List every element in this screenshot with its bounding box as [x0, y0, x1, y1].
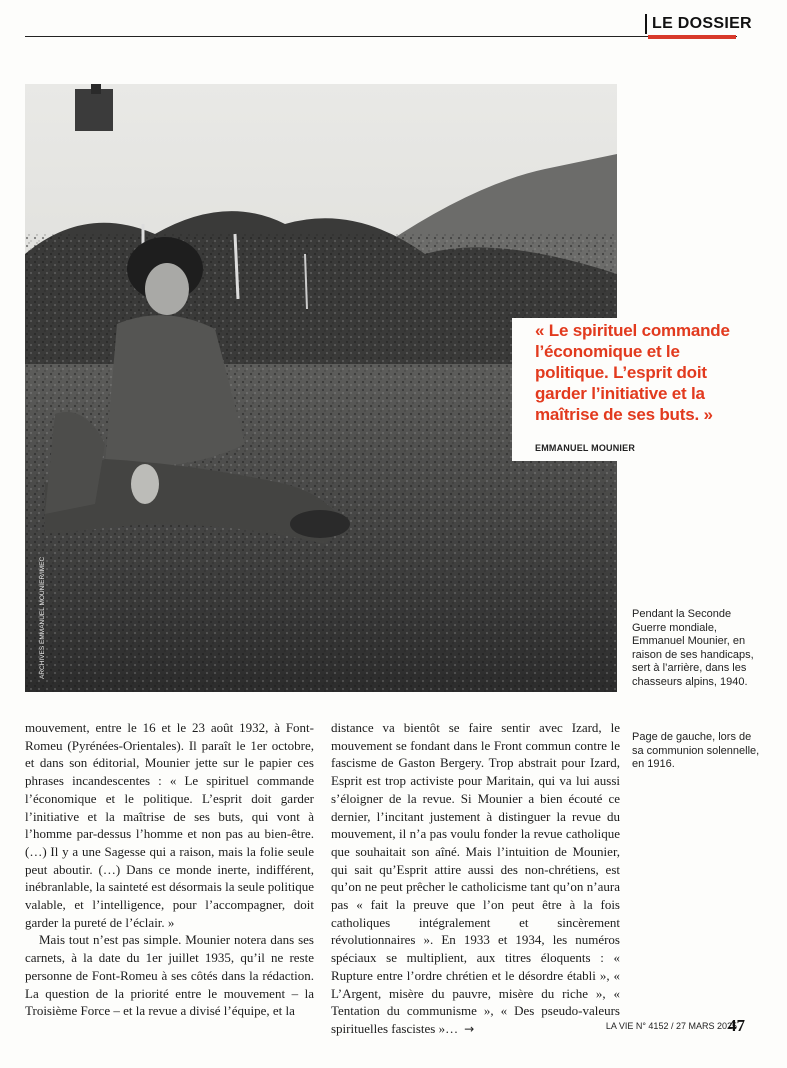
body-paragraph: mouvement, entre le 16 et le 23 août 1932, à Font-Romeu (Pyrénées-Orientales). Il paraît le 1er octobre, et dans son éditorial, Mounier jette sur le papier ces phrases incandescentes : « Le spirituel commande l’économique et le politique. L’esprit doit garder l’initiative et la maîtrise de ses buts, qui vont à l’homme par-dessus l’homme et non pas au bien-être. (…) Il y a une Sagesse qui a raison, mais la folie seule peut aboutir. (…) Dans ce monde inerte, indifférent, inébranlable, la sainteté est désormais la seule politique valable, et l’intelligence, pour l’accompagner, doit garder la pureté de l’éclair. »	[25, 720, 314, 930]
body-paragraph-text: distance va bientôt se faire sentir avec Izard, le mouvement se fondant dans le Front commun contre le fascisme de Gaston Bergery. Trop abstrait pour Izard, Esprit est trop activiste pour Maritain, qui va lui aussi s’éloigner de la revue. Si Mounier a bien écouté ce dernier, l’incitant justement à distinguer la revue du mouvement, il n’a pas voulu fonder la revue catholique que souhaitait son aîné. Mais l’intuition de Mounier, qui sait qu’Esprit attire aussi des non-chrétiens, est qu’on ne peut prêcher le catholicisme tant qu’on n’aura pas « fait la preuve que l’on peut être à la fois catholiques intégralement et sincèrement révolutionnaires ». En 1933 et 1934, les numéros spéciaux se multiplient, aux titres éloquents : « Rupture entre l’ordre chrétien et le désordre établi », « L’Argent, misère du pauvre, misère du riche », « Tentation du communisme », « Des pseudo-valeurs spirituelles fascistes »…	[331, 720, 620, 1036]
body-paragraph	[331, 719, 620, 1039]
pull-quote-author: EMMANUEL MOUNIER	[535, 443, 636, 453]
header-rule	[25, 36, 737, 37]
issue-info: LA VIE N° 4152 / 27 MARS 2025	[605, 1021, 737, 1031]
page-number: 47	[728, 1016, 745, 1035]
photo-caption: Pendant la Seconde Guerre mondiale, Emmanuel Mounier, en raison de ses handicaps, sert à l’arrière, dans les chasseurs alpins, 1940.	[632, 608, 754, 688]
continue-arrow-icon: →	[464, 1021, 475, 1036]
photo-credit: ARCHIVES EMMANUEL MOUNIER/IMEC	[39, 556, 46, 679]
section-label: LE DOSSIER	[645, 14, 752, 34]
body-paragraph: Mais tout n’est pas simple. Mounier notera dans ses carnets, à la date du 1er juillet 1935, qu’il ne reste personne de Font-Romeu à ses côtés dans la rédaction. La question de la priorité entre le mouvement – la Troisième Force – et la revue a divisé l’équipe, et la	[25, 932, 314, 1019]
body-column-1	[25, 719, 314, 1020]
body-column-2	[331, 719, 620, 1039]
pull-quote-text: « Le spirituel commande l’économique et le politique. L’esprit doit garder l’initiative et la maîtrise de ses buts. »	[535, 321, 730, 424]
secondary-caption: Page de gauche, lors de sa communion solennelle, en 1916.	[632, 731, 760, 770]
section-accent-bar	[648, 35, 736, 39]
